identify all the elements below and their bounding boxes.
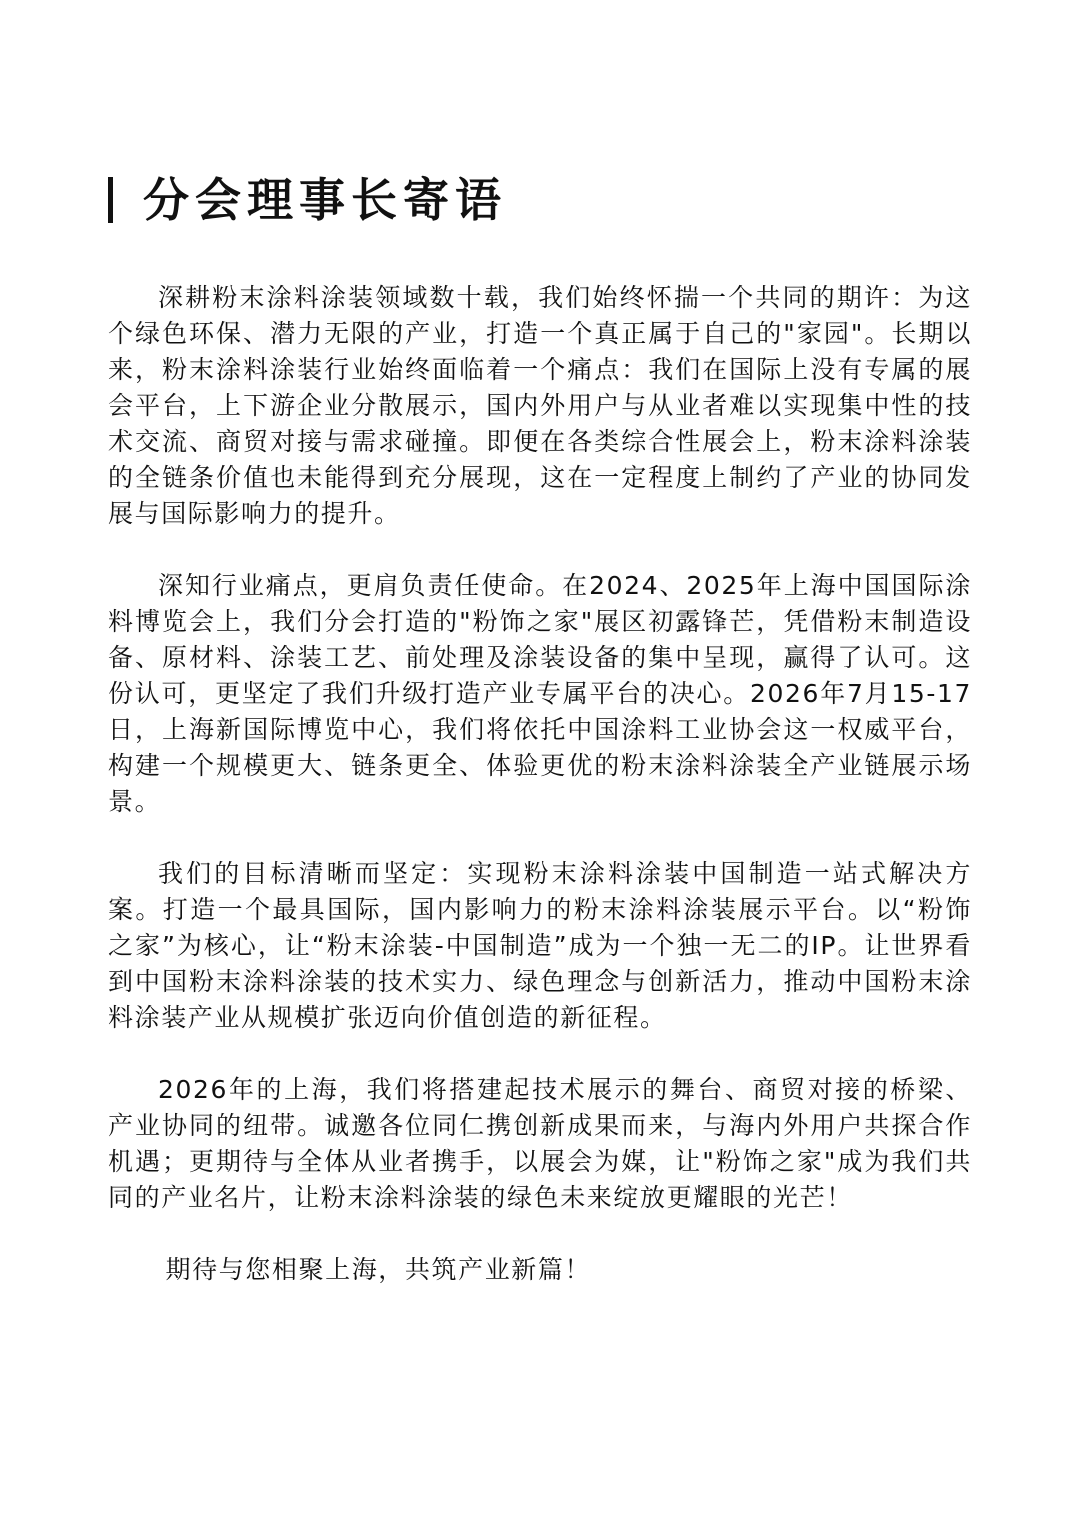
closing-line: 期待与您相聚上海，共筑产业新篇！	[165, 1255, 592, 1284]
paragraph-3: 我们的目标清晰而坚定：实现粉末涂料涂装中国制造一站式解决方案。打造一个最具国际，国内影响力的粉末涂料涂装展示平台。以“粉饰之家”为核心，让“粉末涂装-中国制造”成为一个独一无二的IP。让世界看到中国粉末涂料涂装的技术实力、绿色理念与创新活力，推动中国粉末涂料涂装产业从规模扩张迈向价值创造的新征程。	[108, 859, 972, 1032]
letter-body	[108, 280, 972, 1288]
paragraph-2: 深知行业痛点，更肩负责任使命。在2024、2025年上海中国国际涂料博览会上，我们分会打造的"粉饰之家"展区初露锋芒，凭借粉末制造设备、原材料、涂装工艺、前处理及涂装设备的集中呈现，赢得了认可。这份认可，更坚定了我们升级打造产业专属平台的决心。2026年7月15-17日，上海新国际博览中心，我们将依托中国涂料工业协会这一权威平台，构建一个规模更大、链条更全、体验更优的粉末涂料涂装全产业链展示场景。	[108, 571, 972, 816]
paragraph-1: 深耕粉末涂料涂装领域数十载，我们始终怀揣一个共同的期许：为这个绿色环保、潜力无限的产业，打造一个真正属于自己的"家园"。长期以来，粉末涂料涂装行业始终面临着一个痛点：我们在国际上没有专属的展会平台，上下游企业分散展示，国内外用户与从业者难以实现集中性的技术交流、商贸对接与需求碰撞。即便在各类综合性展会上，粉末涂料涂装的全链条价值也未能得到充分展现，这在一定程度上制约了产业的协同发展与国际影响力的提升。	[108, 283, 972, 528]
title-accent-bar	[108, 177, 113, 223]
page-title-text: 分会理事长寄语	[143, 173, 507, 227]
paragraph-4: 2026年的上海，我们将搭建起技术展示的舞台、商贸对接的桥梁、产业协同的纽带。诚邀各位同仁携创新成果而来，与海内外用户共探合作机遇；更期待与全体从业者携手，以展会为媒，让"粉饰之家"成为我们共同的产业名片，让粉末涂料涂装的绿色未来绽放更耀眼的光芒！	[108, 1075, 972, 1212]
page-title	[108, 172, 507, 228]
